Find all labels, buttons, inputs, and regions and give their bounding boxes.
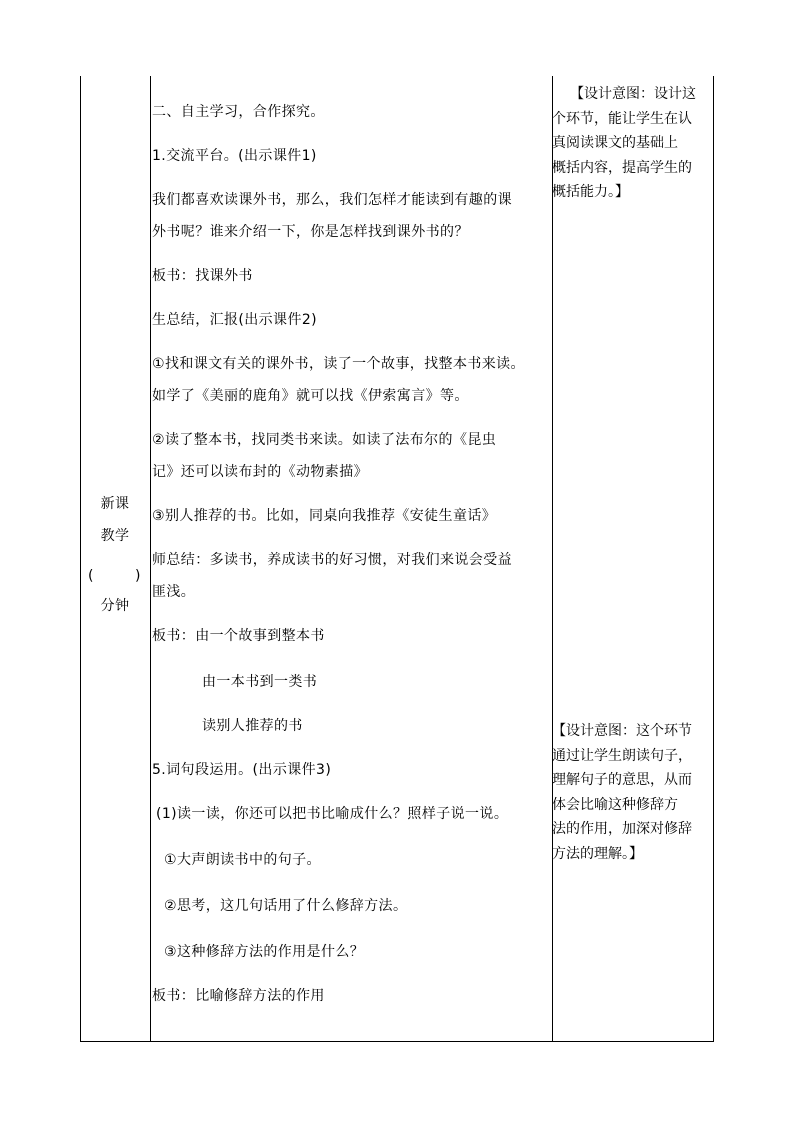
paragraph-line: ①找和课文有关的课外书，读了一个故事，找整本书来读。 bbox=[152, 356, 525, 372]
section-label-minutes: 分钟 bbox=[100, 598, 130, 614]
heading-self-study: 二、自主学习，合作探究。 bbox=[152, 104, 325, 120]
section-label-1: 新课 bbox=[100, 496, 130, 512]
note-line: 方法的理解。】 bbox=[552, 845, 643, 862]
board-writing: 板书：找课外书 bbox=[152, 268, 253, 284]
lesson-table bbox=[80, 76, 714, 1042]
paren-close: ) bbox=[135, 568, 141, 584]
note-line: 理解句子的意思，从而 bbox=[552, 772, 692, 788]
paragraph-line: (1)读一读，你还可以把书比喻成什么？照样子说一说。 bbox=[156, 806, 509, 822]
note-line: 通过让学生朗读句子， bbox=[552, 747, 692, 764]
board-writing: 板书：比喻修辞方法的作用 bbox=[152, 988, 325, 1004]
note-line: 【设计意图：这个环节 bbox=[552, 723, 692, 739]
table-border-right bbox=[713, 76, 714, 1042]
design-intent-note-2 bbox=[552, 719, 712, 866]
paragraph-line: ②思考，这几句话用了什么修辞方法。 bbox=[164, 898, 408, 914]
section-label-2: 教学 bbox=[100, 528, 130, 544]
paragraph-line: 记》还可以读布封的《动物素描》 bbox=[152, 464, 368, 480]
paragraph-line: 生总结，汇报(出示课件2) bbox=[152, 312, 318, 328]
board-writing-line: 由一本书到一类书 bbox=[202, 674, 318, 690]
note-line: 体会比喻这种修辞方 bbox=[552, 796, 678, 813]
note-line: 个环节，能让学生在认 bbox=[552, 110, 692, 127]
paragraph-line: ①大声朗读书中的句子。 bbox=[164, 852, 321, 868]
board-writing: 板书：由一个故事到整本书 bbox=[152, 628, 325, 644]
table-divider-1 bbox=[150, 76, 151, 1042]
paragraph-line: 匪浅。 bbox=[152, 584, 196, 600]
paragraph-line: ②读了整本书，找同类书来读。如读了法布尔的《昆虫 bbox=[152, 432, 497, 448]
design-intent-note-1 bbox=[552, 82, 712, 205]
paragraph-line: 我们都喜欢读课外书，那么，我们怎样才能读到有趣的课 bbox=[152, 192, 512, 208]
table-divider-2 bbox=[552, 76, 553, 1042]
note-line: 概括内容，提高学生的 bbox=[552, 159, 692, 176]
note-line: 概括能力。】 bbox=[552, 184, 629, 200]
paragraph-line: 外书呢？谁来介绍一下，你是怎样找到课外书的？ bbox=[152, 224, 469, 240]
item-word-usage: 5.词句段运用。(出示课件3) bbox=[152, 762, 332, 778]
note-line: 【设计意图：设计这 bbox=[570, 86, 696, 102]
paragraph-line: 如学了《美丽的鹿角》就可以找《伊索寓言》等。 bbox=[152, 388, 469, 404]
paren-open: ( bbox=[88, 568, 94, 584]
table-border-left bbox=[80, 76, 81, 1042]
paragraph-line: ③这种修辞方法的作用是什么？ bbox=[164, 944, 365, 960]
item-exchange-platform: 1.交流平台。(出示课件1) bbox=[152, 148, 317, 164]
paragraph-line: 师总结：多读书，养成读书的好习惯，对我们来说会受益 bbox=[152, 552, 512, 568]
table-border-bottom bbox=[80, 1041, 714, 1042]
board-writing-line: 读别人推荐的书 bbox=[202, 718, 303, 734]
note-line: 真阅读课文的基础上 bbox=[552, 135, 678, 151]
note-line: 法的作用，加深对修辞 bbox=[552, 821, 692, 837]
paragraph-line: ③别人推荐的书。比如，同桌向我推荐《安徒生童话》 bbox=[152, 508, 497, 524]
